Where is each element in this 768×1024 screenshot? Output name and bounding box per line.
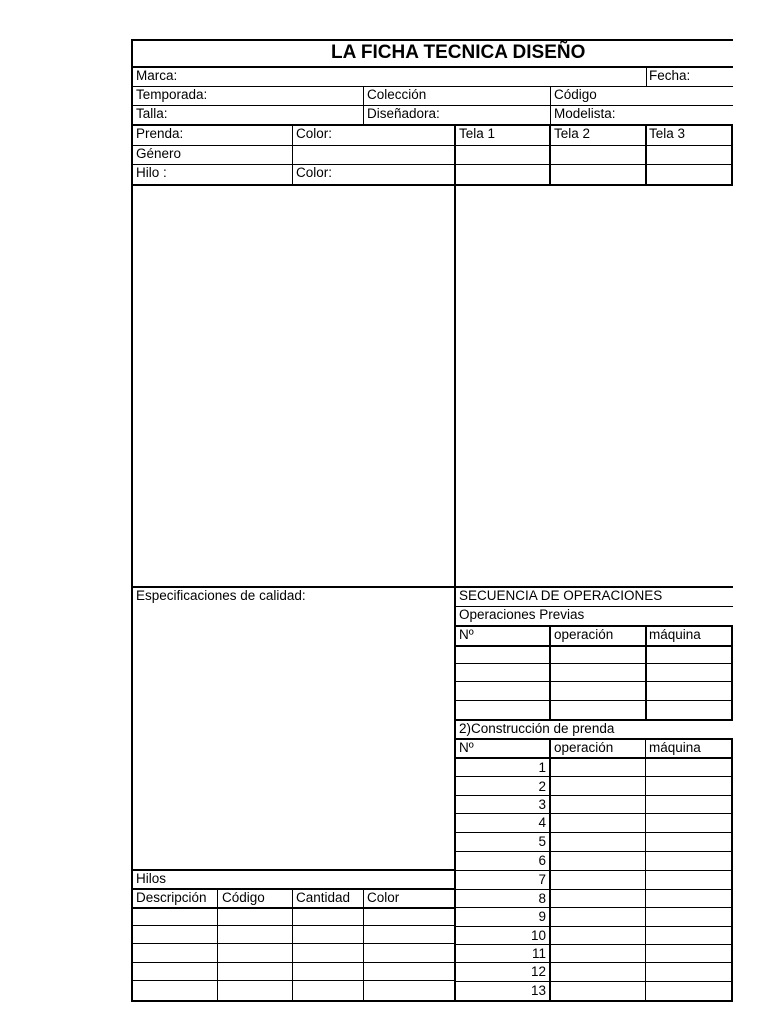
grid-line	[549, 738, 551, 1002]
hilos-col-descripcion: Descripción	[136, 890, 207, 905]
tela-3-label: Tela 3	[649, 126, 686, 141]
operation-number: 4	[538, 815, 546, 830]
hilos-title: Hilos	[136, 871, 167, 886]
construccion-label: 2)Construcción de prenda	[459, 721, 615, 736]
grid-line	[731, 625, 733, 719]
operation-number: 9	[538, 909, 546, 924]
grid-line	[454, 681, 733, 682]
hilos-col-color: Color	[367, 890, 400, 905]
talla-label: Talla:	[136, 106, 168, 121]
operation-number: 5	[538, 834, 546, 849]
modelista-label: Modelista:	[554, 106, 616, 121]
grid-line	[454, 889, 733, 890]
grid-line	[454, 663, 733, 664]
grid-line	[731, 738, 733, 1002]
grid-line	[454, 870, 733, 871]
grid-line	[550, 86, 551, 124]
grid-line	[454, 851, 733, 852]
grid-line	[131, 124, 733, 126]
grid-line	[131, 66, 733, 68]
operation-number: 8	[538, 891, 546, 906]
hilos-col-codigo: Código	[222, 890, 265, 905]
previas-col-operacion: operación	[554, 627, 614, 642]
construccion-col-operacion: operación	[554, 740, 614, 755]
grid-line	[454, 719, 733, 721]
grid-line	[131, 869, 454, 871]
operation-number: 3	[538, 797, 546, 812]
tela-1-label: Tela 1	[459, 126, 496, 141]
sequence-title: SECUENCIA DE OPERACIONES	[459, 588, 663, 603]
grid-line	[454, 962, 733, 963]
grid-line	[454, 926, 733, 927]
operation-number: 7	[538, 872, 546, 887]
previas-col-num: Nº	[459, 627, 474, 642]
grid-line	[645, 625, 647, 719]
temporada-label: Temporada:	[136, 87, 208, 102]
grid-line	[645, 124, 647, 184]
grid-line	[454, 625, 733, 627]
grid-line	[454, 757, 733, 759]
prenda-label: Prenda:	[136, 126, 184, 141]
grid-line	[217, 888, 218, 1002]
genero-label: Género	[136, 146, 182, 161]
grid-line	[131, 164, 733, 165]
codigo-label: Código	[554, 87, 597, 102]
operaciones-previas-label: Operaciones Previas	[459, 607, 585, 622]
operation-number: 12	[530, 964, 546, 979]
tela-2-label: Tela 2	[554, 126, 591, 141]
grid-line	[363, 86, 364, 124]
grid-line	[646, 66, 647, 86]
grid-line	[292, 888, 293, 1002]
grid-line	[731, 124, 733, 184]
fecha-label: Fecha:	[649, 68, 691, 83]
grid-line	[454, 700, 733, 701]
grid-line	[454, 981, 733, 982]
operation-number: 1	[538, 760, 546, 775]
hilo-color-label: Color:	[296, 165, 333, 180]
grid-line	[131, 586, 733, 588]
grid-line	[131, 1000, 733, 1002]
grid-line	[454, 795, 733, 796]
quality-spec-label: Especificaciones de calidad:	[136, 588, 306, 603]
grid-line	[549, 625, 551, 719]
operation-number: 6	[538, 853, 546, 868]
grid-line	[131, 184, 733, 186]
coleccion-label: Colección	[367, 87, 427, 102]
grid-line	[454, 738, 733, 740]
grid-line	[454, 145, 733, 146]
color-label: Color:	[296, 126, 333, 141]
grid-line	[454, 813, 733, 814]
grid-line	[454, 832, 733, 833]
grid-line	[645, 738, 646, 1002]
grid-line	[454, 606, 733, 607]
hilo-label: Hilo :	[136, 165, 167, 180]
grid-line	[131, 39, 733, 41]
grid-line	[131, 105, 733, 106]
grid-line	[131, 86, 733, 87]
operation-number: 11	[531, 946, 546, 961]
previas-col-maquina: máquina	[649, 627, 701, 642]
page-title: LA FICHA TECNICA DISEÑO	[331, 42, 586, 63]
operation-number: 2	[538, 779, 546, 794]
hilos-col-cantidad: Cantidad	[296, 890, 351, 905]
construccion-col-maquina: máquina	[649, 740, 701, 755]
grid-line	[454, 645, 733, 647]
grid-line	[454, 907, 733, 908]
disenadora-label: Diseñadora:	[367, 106, 440, 121]
grid-line	[549, 124, 551, 184]
grid-line	[454, 776, 733, 777]
grid-line	[292, 124, 293, 184]
construccion-col-num: Nº	[459, 740, 474, 755]
operation-number: 10	[530, 928, 546, 943]
grid-line	[454, 944, 733, 945]
grid-line	[363, 888, 364, 1002]
operation-number: 13	[530, 983, 546, 998]
marca-label: Marca:	[136, 68, 178, 83]
